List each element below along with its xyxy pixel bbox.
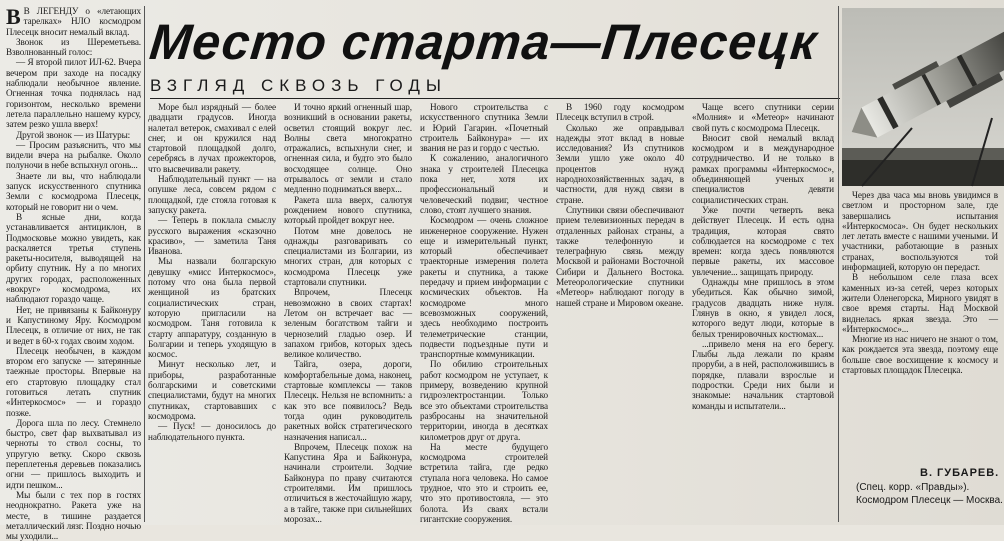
rocket-photo [842,8,1004,186]
paragraph: — Теперь в поклала смыслу русского выражения «сказочно красиво», — заметила Таня Иванова. [148,215,276,257]
paragraph: Звонок из Шереметьева. Взволнованный голос: [6,36,141,58]
column-divider [838,6,839,522]
paragraph: Потом мне довелось не однажды разговаривать со специалистами из Болгарии, из многих стран, для которых с космодрома Плесецк уже стартовали спутники. [284,225,412,288]
paragraph: — Пуск! — доносилось до наблюдательного пункта. [148,421,276,442]
column-4 [420,102,548,522]
paragraph: Нового строительства с искусственного спутника Земли и Юрий Гагарин. «Почетный строитель Байконура» — их звания не раз и гордо с честью. [420,102,548,154]
paragraph: Спутники связи обеспечивают прием телевизионных передач в отдаленных районах страны, а также телефонную и телеграфную связь между Москвой и районами Восточной Сибири и Дальнего Востока. Метеорологические спутники «Метеор» наблюдают погоду в нашей стране и Мировом океане. [556,204,684,308]
column-1 [6,4,141,541]
paragraph: Вносит свой немалый вклад космодром и в международное сотрудничество. И не только в рамках программы «Интеркосмос», объединяющей ученых и специалистов девяти социалистических стран. [692,132,834,205]
paragraph: Чаще всего спутники серии «Молния» и «Метеор» начинают свой путь с космодрома Плесецк. [692,102,834,133]
paragraph: Многие из нас ничего не знают о том, как рождается эта звезда, поэтому еще больше свое восхищение к космосу и стартовых площадок Плесецка. [842,334,998,376]
paragraph: Плесецк необычен, в каждом втором его запуске — затерянные таежные просторы. Впервые на его стартовую площадку стал готовиться летать спутник «Интеркосмос» — и гораздо позже. [6,345,141,418]
paragraph: Мы назвали болгарскую девушку «мисс Интеркосмос», потому что она была первой женщиной из братских социалистических стран, которую пригласили на космодром. Таня готовила к старту аппаратуру, созданную в Болгарии и теперь уходящую в космос. [148,256,276,360]
paragraph: Мы были с тех пор в гостях неоднократно. Ракета уже на месте, в тишине раздается металлический лязг. Поздно ночью мы уходили... [6,489,141,541]
author-name: В. ГУБАРЕВ. [920,467,1000,479]
paragraph: Минут несколько лет, и приборы, разработанные болгарскими и советскими специалистами, будут на многих спутниках, стартовавших с космодрома. [148,359,276,421]
paragraph: — Я второй пилот ИЛ-62. Вчера вечером при заходе на посадку наблюдали необычное явление. Огненная точка поднялась над горизонтом, несколько времени летела параллельно нашему курсу, затем резко ушла вверх! [6,57,141,130]
paragraph: В ясные дни, когда устанавливается антициклон, в Подмосковье можно увидеть, как раскаляется третья ступень ракеты-носителя, выводящей на орбиту спутник. Ну а по многих других городах, расположенных «вокруг» космодрома, их наблюдают гораздо чаще. [6,211,141,305]
paragraph: В 1960 году космодром Плесецк вступил в строй. [556,102,684,123]
paragraph: — Просим разъяснить, что мы видели вчера на рыбалке. Около полуночи в небе вспыхнул огонь... [6,139,141,171]
paragraph: Море был изрядный — более двадцати градусов. Иногда налетал ветерок, смахивал с елей снег, и он кружился над стартовой площадкой долго, серебрясь в лучах прожекторов, что высвечивали ракету. [148,102,276,174]
column-divider [144,6,145,522]
column-2 [148,102,276,522]
paragraph: По обилию строительных работ космодром не уступает, к примеру, возведению крупной гидроэлектростанции. Только все это объектами строительства разбросаны на значительной территории, иногда в десятках километров друг от друга. [420,359,548,442]
paragraph: На месте будущего космодрома строителей встретила тайга, где редко ступала нога человека. Но самое трудное, что это и строить ее, что это противостояла, — это болота. Из сваях встали гигантские сооружения. [420,441,548,524]
paragraph: Через два часа мы вновь увидимся в светлом и просторном зале, где завершались испытания «Интеркосмоса». Он будет нескольких лет летать вместе с нашими учеными. И участники, работающие в разных странах, воспользуются той информацией, которую он передаст. [842,190,998,273]
paragraph: В небольшом селе глаза всех каменных из-за сетей, через которых жители Оленегорска, Мирного увидят в свое время старты. Над Москвой виднелась яркая звезда. Это — «Интеркосмос»... [842,272,998,334]
author-place: Космодром Плесецк — Москва. [856,495,1003,506]
paragraph: Однажды мне пришлось в этом убедиться. Как обычно зимой, градусов двадцать ниже нуля. Глянув в окно, я увидел лося, которого ведут люди, которые в белых тренировочных костюмах... [692,277,834,339]
paragraph: Уже почти четверть века действует Плесецк. И есть одна традиция, которая свято соблюдается на космодроме с тех времен: когда здесь появляются первые ракеты, их массовое увлечение... защищать природу. [692,204,834,277]
paragraph: В В ЛЕГЕНДУ о «летающих тарелках» НЛО космодром Плесецк вносит немалый вклад. [6,4,141,37]
paragraph: К сожалению, аналогичного знака у строителей Плесецка пока нет, хотя их профессиональный и человеческий подвиг, честное слово, стоят лучшего знания. [420,153,548,215]
paragraph: Знаете ли вы, что наблюдали запуск искусственного спутника Земли с космодрома Плесецк, который не говорит ни о чем. [6,170,141,212]
paragraph: Впрочем, Плесецк похож на Капустина Яра и Байконура, начинали строители. Зодчие Байконура по праву считаются строителями. Им пришлось отличиться в жесточайшую жару, а в тайге, также при сильнейших морозах... [284,441,412,524]
column-6 [692,102,834,522]
paragraph: Космодром — очень сложное инженерное сооружение. Нужен еще и измерительный пункт, который обеспечивает траекторные измерения полета ракеты и спутника, а также передачу и прием информации с космических объектов. На космодроме много всевозможных сооружений, здесь необходимо построить телеметрические станции, подвести подъездные пути и транспортные коммуникации. [420,215,548,360]
paragraph: Дорога шла по лесу. Стемнело быстро, свет фар выхватывал из черноты то ствол сосны, то упругую ветку. Скоро сквозь переплетенья деревьев показались огни — пришлось выходить и идти пешком... [6,417,141,490]
column-7 [842,190,998,462]
paragraph: Ракета шла вверх, салютуя рождением нового спутника, который пройдет вокруг нее. [284,194,412,226]
headline: Место старта—Плесецк [147,14,821,70]
author-role: (Спец. корр. «Правды»). [856,482,970,493]
paragraph: Другой звонок — из Шатуры: [16,129,131,140]
column-3 [284,102,412,522]
paragraph: ...привело меня на его берегу. Глыбы льда лежали по краям проруби, а в ней, расположившись в порядке, плавали взрослые и подростки. Среди них были и знакомые: начальник стартовой команды и испытатели... [692,338,834,411]
paragraph: Сколько же оправдывал надежды этот вклад в новые исследования? Из спутников Земли ушло уже около 40 процентов нужд народнохозяйственных задач, в частности, для нужд связи в стране. [556,122,684,205]
paragraph: И точно яркий огненный шар, возникший в основании ракеты, осветил стоящий вокруг лес. Волны света многократно отражались, вспыхнули снег, и огненная сила, и будто это было восходящее солнце. Оно отрывалось от земли и стало медленно подниматься вверх... [284,102,412,195]
subheadline: ВЗГЛЯД СКВОЗЬ ГОДЫ [150,76,447,95]
paragraph: Нет, не привязаны к Байконуру и Капустиному Яру. Космодром Плесецк, в отличие от них, не так и ведет в 60-х годах своим ходом. [6,304,141,346]
dropcap: В [6,4,21,29]
paragraph: Тайга, озера, дороги, комфортабельные дома, наконец, стартовые комплексы — таков Плесецк. Нельзя не вспомнить: а как это все появилось? Ведь тогда один руководитель ракетных войск стратегического назначения написал... [284,359,412,442]
paragraph: Впрочем, Плесецк невозможно в своих стартах! Летом он встречает вас — зеленым богатством тайги и чернозелий гладью озер. И запахом грибов, которых здесь великое количество. [284,287,412,360]
paragraph: Наблюдательный пункт — на опушке леса, совсем рядом с площадкой, где стояла готовая к запуску ракета. [148,174,276,215]
headline-rule [150,98,840,99]
column-5 [556,102,684,522]
